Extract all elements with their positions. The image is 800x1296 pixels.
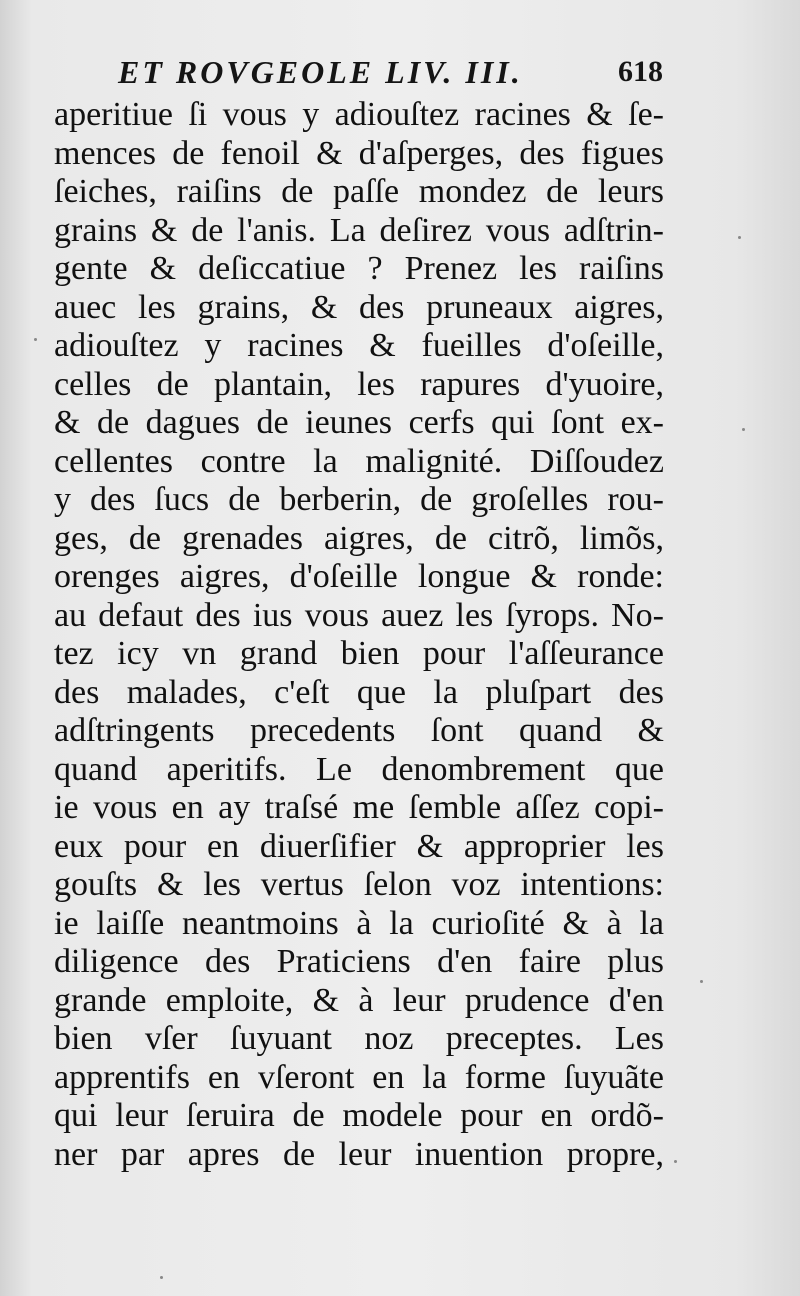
text-line: aperitiue ſi vous y adiouſtez racines & ſe-: [54, 96, 664, 133]
paper-speck: [700, 980, 703, 983]
text-line: auec les grains, & des pruneaux aigres,: [54, 288, 664, 326]
text-line: bien vſer ſuyuant noz preceptes. Les: [54, 1020, 664, 1057]
text-line: au defaut des ius vous auez les ſyrops. No-: [54, 596, 664, 634]
paper-speck: [160, 1276, 163, 1279]
text-line: cellentes contre la malignité. Diſſoudez: [54, 442, 664, 480]
text-line: orenges aigres, d'oſeille longue & ronde:: [54, 558, 664, 595]
text-line: & de dagues de ieunes cerfs qui ſont ex-: [54, 404, 664, 441]
text-line: y des ſucs de berberin, de groſelles rou-: [54, 481, 664, 518]
text-line: adiouſtez y racines & fueilles d'oſeille,: [54, 327, 664, 364]
text-line: diligence des Praticiens d'en faire plus: [54, 943, 664, 980]
text-line: eux pour en diuerſifier & approprier les: [54, 827, 664, 865]
text-line: quand aperitifs. Le denombrement que: [54, 750, 664, 788]
text-line: grande emploite, & à leur prudence d'en: [54, 981, 664, 1019]
text-line: tez icy vn grand bien pour l'aſſeurance: [54, 635, 664, 672]
text-line: ie laiſſe neantmoins à la curioſité & à la: [54, 904, 664, 942]
text-line: des malades, c'eſt que la pluſpart des: [54, 673, 664, 711]
text-line: grains & de l'anis. La deſirez vous adſtrin-: [54, 211, 664, 249]
paper-speck: [674, 1160, 677, 1163]
paper-speck: [742, 428, 745, 431]
page-number: 618: [618, 55, 663, 88]
text-line: qui leur ſeruira de modele pour en ordõ-: [54, 1097, 664, 1134]
text-line: adſtringents precedents ſont quand &: [54, 712, 664, 749]
text-line: apprentifs en vſeront en la forme ſuyuãte: [54, 1058, 664, 1096]
text-line: gouſts & les vertus ſelon voz intentions:: [54, 866, 664, 903]
text-line: mences de fenoil & d'aſperges, des figues: [54, 134, 664, 172]
paper-speck: [738, 236, 741, 239]
text-line: gente & deſiccatiue ? Prenez les raiſins: [54, 250, 664, 287]
page-header: [118, 52, 663, 96]
paper-speck: [34, 338, 37, 341]
text-line: ie vous en ay traſsé me ſemble aſſez copi-: [54, 789, 664, 826]
text-line: ges, de grenades aigres, de citrõ, limõs,: [54, 519, 664, 557]
text-line: ſeiches, raiſins de paſſe mondez de leurs: [54, 173, 664, 210]
body-text: [54, 96, 664, 1174]
text-line: ner par apres de leur inuention propre,: [54, 1135, 664, 1173]
text-line: celles de plantain, les rapures d'yuoire,: [54, 365, 664, 403]
running-head: ET ROVGEOLE LIV. III.: [118, 54, 523, 90]
